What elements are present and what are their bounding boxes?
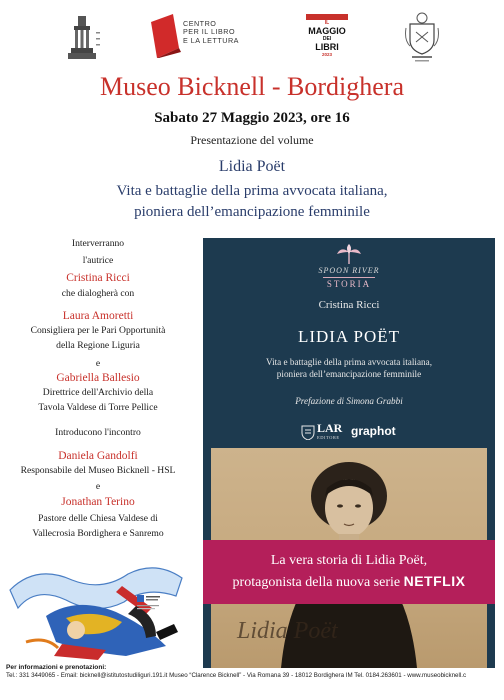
monument-icon [62, 12, 102, 64]
reading-figure-illustration [6, 556, 196, 660]
netflix-banner [203, 540, 495, 604]
signature: Lidia Poët [237, 618, 338, 644]
speakers-column [0, 238, 196, 540]
cover-preface: Prefazione di Simona Grabbi [295, 396, 403, 406]
book-cover [203, 238, 495, 668]
logo-row [0, 8, 504, 66]
maggio-line-5: 2023 [321, 52, 332, 57]
series-brand: SPOON RIVER [318, 266, 380, 275]
book-subtitle-line-2: pioniera dell’emancipazione femminile [134, 204, 370, 220]
conjunction-2: e [95, 481, 101, 492]
book-subtitle-line-1: Vita e battaglie della prima avvocata italiana, [116, 183, 388, 199]
publisher-graphot: graphot [351, 424, 396, 438]
maggio-line-2: MAGGIO [308, 26, 346, 36]
monument-logo [62, 12, 102, 64]
sponsor-logo-small [136, 594, 162, 612]
author-label: l'autrice [82, 255, 114, 266]
red-book-icon [149, 14, 185, 58]
conjunction-1: e [95, 358, 101, 369]
illustration [6, 556, 196, 660]
speaker-role-4b: Vallecrosia Bordighera e Sanremo [32, 528, 164, 539]
speaker-name-1: Laura Amoretti [62, 310, 134, 322]
page-title: Museo Bicknell - Bordighera [100, 72, 404, 101]
maggio-line-3: DEI [322, 36, 332, 42]
cover-title: LIDIA POËT [297, 327, 401, 346]
speaker-role-1b: della Regione Liguria [56, 340, 140, 351]
sponsor-mark-icon [136, 594, 162, 612]
speakers-intro: Interverranno [71, 238, 125, 249]
centro-line-2: PER IL LIBRO [183, 27, 236, 37]
cover-subtitle-line-1: Vita e battaglie della prima avvocata italiana, [265, 357, 433, 367]
author-name: Cristina Ricci [66, 272, 130, 284]
crest-logo [404, 10, 440, 64]
maggio-line-1: IL [324, 20, 330, 26]
cover-author: Cristina Ricci [318, 299, 380, 311]
footer-info-label: Per informazioni e prenotazioni: [6, 664, 107, 671]
cover-subtitle-line-2: pioniera dell’emancipazione femminile [276, 369, 422, 379]
publisher-crest-icon [301, 424, 315, 440]
speaker-role-2b: Tavola Valdese di Torre Pellice [38, 402, 158, 413]
centro-line-3: E LA LETTURA [183, 35, 239, 45]
footer-contact-line: Tel.: 331 3449065 - Email: bicknell@istitutostudiliguri.191.it Museo “Clarence Bicknell” - Via Romana 39 - 18012 Bordighera IM Tel. 0184.263601 - www.museobicknell.c [6, 672, 467, 679]
centro-libro-logo [149, 14, 249, 60]
dialog-label: che dialogherà con [61, 288, 135, 299]
speaker-name-2: Gabriella Ballesio [56, 372, 140, 384]
series-name: STORIA [326, 279, 372, 289]
coat-of-arms-icon [404, 10, 440, 64]
speaker-name-3: Daniela Gandolfi [58, 450, 138, 462]
intro-label: Introducono l'incontro [55, 427, 141, 438]
netflix-wordmark: NETFLIX [403, 573, 466, 589]
speaker-role-3: Responsabile del Museo Bicknell - HSL [20, 465, 176, 476]
speaker-role-2a: Direttrice dell'Archivio della [42, 387, 154, 398]
footer [6, 664, 504, 680]
speaker-role-1a: Consigliera per le Pari Opportunità [30, 325, 166, 336]
publisher-lar: LAR [317, 421, 343, 435]
presentation-label: Presentazione del volume [190, 133, 314, 147]
centro-line-1: CENTRO [183, 19, 217, 28]
banner-line-1: La vera storia di Lidia Poët, [270, 553, 428, 568]
speaker-name-4: Jonathan Terino [61, 496, 135, 508]
maggio-line-4: LIBRI [315, 42, 339, 52]
maggio-libri-logo [306, 14, 348, 62]
publisher-lar-sub: EDITORE [317, 435, 340, 440]
series-flower-icon [329, 244, 369, 266]
book-title: Lidia Poët [218, 158, 286, 175]
event-date: Sabato 27 Maggio 2023, ore 16 [154, 110, 350, 126]
banner-line-2: protagonista della nuova serie [232, 575, 401, 590]
speaker-role-4a: Pastore delle Chiesa Valdese di [38, 513, 158, 524]
